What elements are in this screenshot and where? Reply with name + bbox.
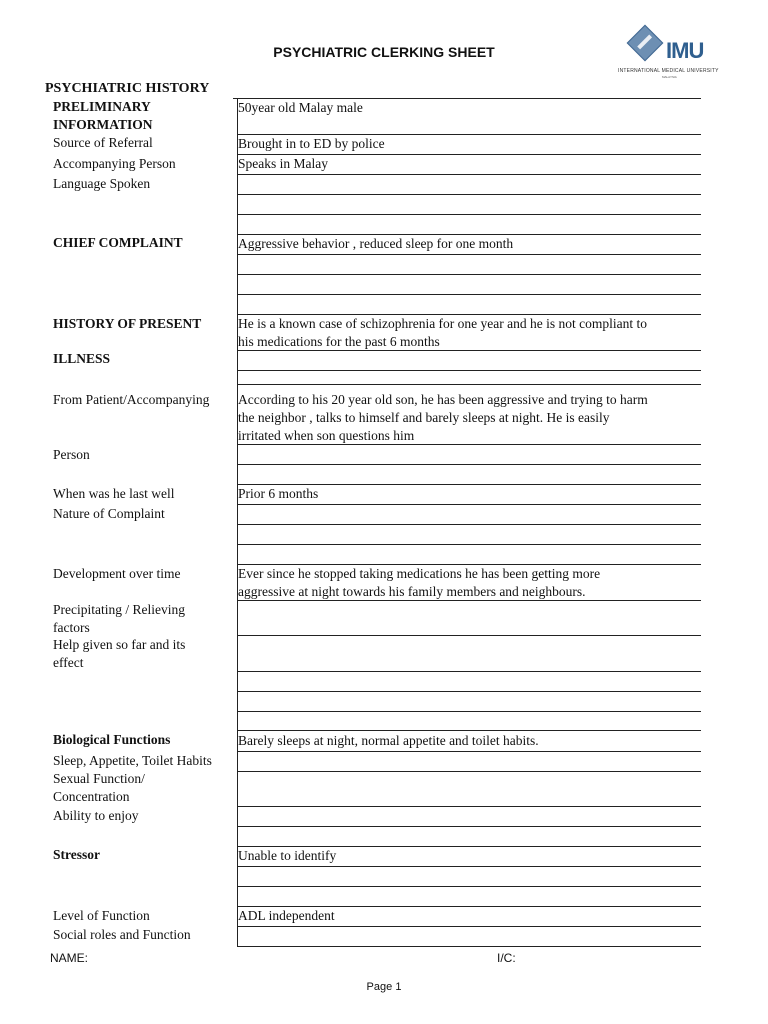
answer-line bbox=[237, 635, 701, 636]
label-history-present: HISTORY OF PRESENT bbox=[53, 316, 202, 331]
answer-referral: Brought in to ED by police bbox=[238, 136, 385, 151]
page-label: Page bbox=[366, 981, 393, 993]
answer-line bbox=[237, 254, 701, 255]
answer-language: Speaks in Malay bbox=[238, 156, 328, 171]
answer-line bbox=[237, 274, 701, 275]
answer-line bbox=[237, 174, 701, 175]
label-precipitating: Precipitating / Relieving bbox=[53, 602, 185, 617]
answer-line bbox=[237, 294, 701, 295]
answer-line bbox=[237, 524, 701, 525]
section-heading: PSYCHIATRIC HISTORY bbox=[45, 81, 210, 96]
label-preliminary: PRELIMINARY bbox=[53, 99, 151, 114]
logo-university: INTERNATIONAL MEDICAL UNIVERSITY bbox=[618, 68, 719, 74]
answer-line bbox=[237, 826, 701, 827]
name-label: NAME: bbox=[50, 951, 89, 965]
answer-from-patient-line: irritated when son questions him bbox=[238, 428, 415, 443]
label-source-of-referral: Source of Referral bbox=[53, 135, 153, 150]
answer-line bbox=[237, 771, 701, 772]
ic-label: I/C: bbox=[497, 951, 516, 965]
answer-line bbox=[237, 194, 701, 195]
answer-line bbox=[237, 751, 701, 752]
imu-emblem-icon bbox=[627, 25, 664, 62]
label-biological-functions: Biological Functions bbox=[53, 732, 171, 747]
page-number bbox=[0, 981, 768, 993]
label-last-well: When was he last well bbox=[53, 486, 175, 501]
answer-hopi-line: his medications for the past 6 months bbox=[238, 334, 440, 349]
imu-logo bbox=[616, 26, 726, 78]
answer-line bbox=[237, 691, 701, 692]
label-information: INFORMATION bbox=[53, 117, 153, 132]
answer-line bbox=[237, 384, 701, 385]
answer-line bbox=[237, 214, 701, 215]
answer-line bbox=[237, 464, 701, 465]
logo-brand: IMU bbox=[666, 38, 704, 63]
answer-development-line: Ever since he stopped taking medications he has been getting more bbox=[238, 566, 601, 581]
answer-development-line: aggressive at night towards his family members and neighbours. bbox=[238, 584, 586, 599]
answer-from-patient-line: According to his 20 year old son, he has been aggressive and trying to harm bbox=[238, 392, 648, 407]
label-concentration: Concentration bbox=[53, 789, 130, 804]
label-from-patient: From Patient/Accompanying bbox=[53, 392, 210, 407]
label-chief-complaint: CHIEF COMPLAINT bbox=[53, 235, 183, 250]
label-stressor: Stressor bbox=[53, 847, 100, 862]
page-number-value: 1 bbox=[395, 981, 402, 993]
answer-line bbox=[237, 926, 701, 927]
page-title: PSYCHIATRIC CLERKING SHEET bbox=[273, 44, 495, 60]
answer-line bbox=[237, 544, 701, 545]
answer-line bbox=[237, 370, 701, 371]
label-effect: effect bbox=[53, 655, 84, 670]
label-factors: factors bbox=[53, 620, 90, 635]
answer-line bbox=[237, 671, 701, 672]
answer-hopi-line: He is a known case of schizophrenia for one year and he is not compliant to bbox=[238, 316, 647, 331]
answer-line bbox=[237, 806, 701, 807]
label-person: Person bbox=[53, 447, 90, 462]
label-accompanying-person: Accompanying Person bbox=[53, 156, 176, 171]
label-sleep-appetite: Sleep, Appetite, Toilet Habits bbox=[53, 753, 212, 768]
answer-line bbox=[237, 730, 701, 731]
label-nature-of-complaint: Nature of Complaint bbox=[53, 506, 165, 521]
answer-stressor: Unable to identify bbox=[238, 848, 337, 863]
answer-from-patient-line: the neighbor , talks to himself and barely sleeps at night. He is easily bbox=[238, 410, 610, 425]
answer-biological: Barely sleeps at night, normal appetite and toilet habits. bbox=[238, 733, 539, 748]
label-level-of-function: Level of Function bbox=[53, 908, 150, 923]
answer-last-well: Prior 6 months bbox=[238, 486, 319, 501]
label-development: Development over time bbox=[53, 566, 181, 581]
answer-line bbox=[237, 946, 701, 947]
answer-line bbox=[237, 711, 701, 712]
answer-line bbox=[237, 866, 701, 867]
answer-level-of-function: ADL independent bbox=[238, 908, 335, 923]
label-sexual-function: Sexual Function/ bbox=[53, 771, 145, 786]
answer-chief-complaint: Aggressive behavior , reduced sleep for one month bbox=[238, 236, 514, 251]
label-help-given: Help given so far and its bbox=[53, 637, 186, 652]
label-social-roles: Social roles and Function bbox=[53, 927, 191, 942]
label-ability-to-enjoy: Ability to enjoy bbox=[53, 808, 139, 823]
answer-line bbox=[237, 886, 701, 887]
answer-line bbox=[237, 504, 701, 505]
logo-country: MALAYSIA bbox=[662, 75, 677, 79]
answer-preliminary: 50year old Malay male bbox=[238, 100, 363, 115]
label-language-spoken: Language Spoken bbox=[53, 176, 151, 191]
label-illness: ILLNESS bbox=[53, 351, 111, 366]
